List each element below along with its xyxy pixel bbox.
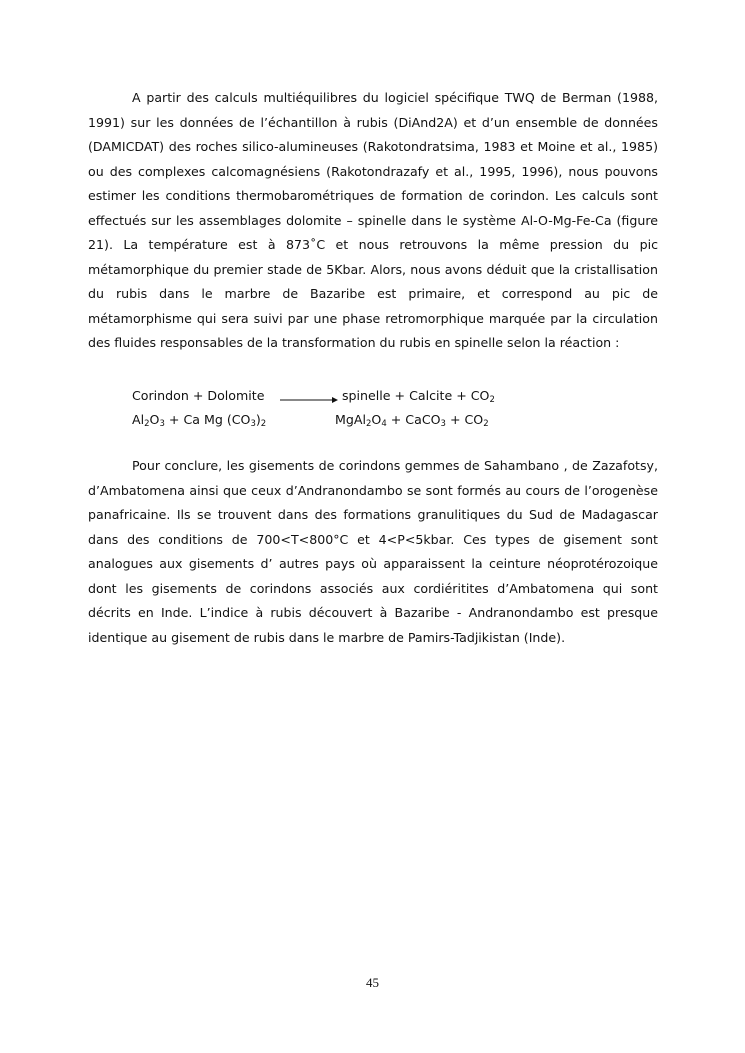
page-number: 45 [366, 975, 379, 990]
reaction-products-formula: $MgAl_2O_4$ + CaCO$_3$ + $CO_2$ [335, 412, 489, 429]
reaction-reactants-words: Corindon + Dolomite [132, 388, 265, 403]
reaction-reactants-formula: $Al_2O_3 + Ca$ Mg $(CO_3)_2$ [132, 412, 267, 429]
paragraph-conclusion: Pour conclure, les gisements de corindons gemmes de Sahambano , de Zazafotsy, d’Ambatomena ainsi que ceux d’Andranondambo se sont formés au cours de l’orogenèse panafricaine. Ils se trouvent dans des formations granulitiques du Sud de Madagascar dans des conditions de 700<T<800°C et 4<P<5kbar. Ces types de gisement sont analogues aux gisements d’ autres pays où apparaissent la ceinture néoprotérozoique dont les gisements de corindons associés aux cordiéritites d’Ambatomena qui sont décrits en Inde. L’indice à rubis découvert à Bazaribe - Andranondambo est presque identique au gisement de rubis dans le marbre de Pamirs-Tadjikistan (Inde). [88, 458, 658, 645]
reaction-arrow-icon [280, 395, 338, 405]
paragraph-twq-calculations: A partir des calculs multiéquilibres du logiciel spécifique TWQ de Berman (1988, 1991) sur les données de l’échantillon à rubis (DiAnd2A) et d’un ensemble de données (DAMICDAT) des roches silico-alumineuses (Rakotondratsima, 1983 et Moine et al., 1985) ou des complexes calcomagnésiens (Rakotondrazafy et al., 1995, 1996), nous pouvons estimer les conditions thermobarométriques de formation de corindon. Les calculs sont effectués sur les assemblages dolomite – spinelle dans le système Al-O-Mg-Fe-Ca (figure 21). La température est à 873˚C et nous retrouvons la même pression du pic métamorphique du premier stade de 5Kbar. Alors, nous avons déduit que la cristallisation du rubis dans le marbre de Bazaribe est primaire, et correspond au pic de métamorphisme qui sera suivi par une phase retromorphique marquée par la circulation des fluides responsables de la transformation du rubis en spinelle selon la réaction : [88, 90, 658, 350]
reaction-products-words: spinelle + Calcite + $CO_2$ [342, 388, 495, 405]
